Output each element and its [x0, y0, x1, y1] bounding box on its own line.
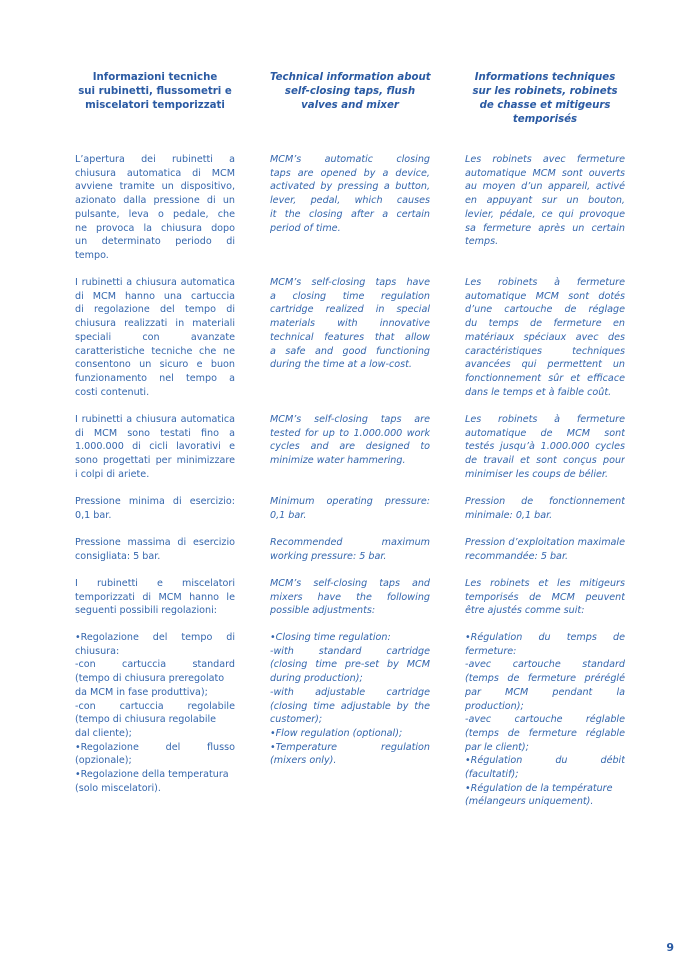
text-line: I rubinetti a chiusura automatica	[75, 277, 235, 288]
title-line: miscelatori temporizzati	[85, 100, 225, 111]
text-line: Pressione minima di esercizio:	[75, 496, 235, 507]
text-line: di MCM hanno una cartuccia	[75, 290, 235, 302]
en-paragraph-testing	[270, 413, 430, 468]
text-line: -avec cartouche réglable	[465, 714, 625, 726]
text-line: (solo miscelatori).	[75, 782, 161, 794]
text-line: chiusura automatica di MCM	[75, 167, 235, 179]
text-line: •Regolazione del tempo di	[75, 632, 235, 643]
text-line: temps.	[465, 236, 499, 248]
text-line: Les robinets avec fermeture	[465, 154, 625, 165]
text-line: matériaux spéciaux avec des	[465, 331, 625, 343]
text-line: customer);	[270, 714, 323, 726]
en-adjustments-list	[270, 631, 430, 768]
text-line: minimiser les coups de bélier.	[465, 468, 609, 480]
fr-paragraph-min-pressure	[465, 495, 625, 522]
text-line: taps are opened by a device,	[270, 167, 430, 179]
title-line: Informazioni tecniche	[92, 72, 218, 83]
text-line: fermeture:	[465, 645, 517, 657]
title-line: sur les robinets, robinets	[472, 86, 618, 97]
en-paragraph-max-pressure	[270, 536, 430, 563]
text-line: avviene tramite un dispositivo,	[75, 181, 235, 193]
text-line: (temps de fermeture réglable	[465, 727, 625, 739]
text-line: technical features that allow	[270, 331, 430, 343]
fr-paragraph-adjustments	[465, 577, 625, 618]
english-column-title	[270, 71, 430, 113]
text-line: cartridge realized in special	[270, 304, 430, 316]
text-line: i colpi di ariete.	[75, 468, 150, 480]
text-line: during the time at a low-cost.	[270, 359, 412, 371]
text-line: •Regolazione della temperatura	[75, 769, 229, 781]
text-line: consigliata: 5 bar.	[75, 550, 161, 562]
text-line: working pressure: 5 bar.	[270, 550, 387, 562]
text-line: Minimum operating pressure:	[270, 496, 430, 507]
title-line: Technical information about	[270, 72, 431, 83]
text-line: Les robinets à fermeture	[465, 277, 625, 288]
text-line: en appuyant sur un bouton,	[465, 195, 625, 207]
text-line: -con cartuccia standard	[75, 659, 235, 671]
text-line: être ajustés comme suit:	[465, 605, 585, 617]
text-line: •Régulation du temps de	[465, 632, 625, 643]
text-line: minimize water hammering.	[270, 455, 406, 467]
text-line: sa fermeture après un certain	[465, 222, 625, 234]
text-line: (closing time pre-set by MCM	[270, 659, 430, 671]
fr-paragraph-testing	[465, 413, 625, 482]
text-line: tested for up to 1.000.000 work	[270, 427, 430, 439]
text-line: dal cliente);	[75, 727, 132, 739]
text-line: Les robinets à fermeture	[465, 414, 625, 425]
fr-adjustments-list	[465, 631, 625, 809]
text-line: Pression d’exploitation maximale	[465, 537, 625, 548]
it-paragraph-max-pressure	[75, 536, 235, 563]
text-line: (opzionale);	[75, 755, 132, 767]
text-line: pulsante, leva o pedale, che	[75, 208, 235, 220]
it-adjustments-list	[75, 631, 235, 795]
it-paragraph-opening	[75, 153, 235, 263]
text-line: •Régulation de la température	[465, 782, 613, 794]
text-line: a safe and good functioning	[270, 345, 430, 357]
text-line: •Flow regulation (optional);	[270, 727, 403, 739]
page-number: 9	[666, 941, 674, 954]
text-line: -with standard cartridge	[270, 645, 430, 657]
text-line: (closing time adjustable by the	[270, 700, 430, 712]
text-line: dans le temps et à faible coût.	[465, 386, 612, 398]
text-line: •Closing time regulation:	[270, 632, 391, 643]
text-line: cycles and are designed to	[270, 441, 430, 453]
text-line: mixers have the following	[270, 591, 430, 603]
text-line: period of time.	[270, 222, 341, 234]
text-line: di regolazione del tempo di	[75, 304, 235, 316]
text-line: -con cartuccia regolabile	[75, 700, 235, 712]
french-column-title	[465, 71, 625, 127]
text-line: caratteristiche tecniche che ne	[75, 345, 235, 357]
text-line: Les robinets et les mitigeurs	[465, 578, 625, 589]
text-line: caractéristiques techniques	[465, 345, 625, 357]
text-line: (temps de fermeture préréglé	[465, 673, 625, 685]
text-line: chiusura realizzati in materiali	[75, 318, 235, 330]
text-line: fonctionnement sûr et efficace	[465, 372, 625, 384]
text-line: Recommended maximum	[270, 537, 430, 548]
fr-paragraph-opening	[465, 153, 625, 249]
text-line: (mixers only).	[270, 755, 337, 767]
text-line: testés jusqu’à 1.000.000 cycles	[465, 441, 625, 453]
text-line: L’apertura dei rubinetti a	[75, 154, 235, 165]
text-line: d’une cartouche de réglage	[465, 304, 625, 316]
fr-paragraph-cartridge	[465, 276, 625, 399]
text-line: da MCM in fase produttiva);	[75, 686, 208, 698]
text-line: avancées qui permettent un	[465, 359, 625, 371]
text-line: •Regolazione del flusso	[75, 741, 235, 753]
it-paragraph-cartridge	[75, 276, 235, 399]
text-line: (mélangeurs uniquement).	[465, 796, 594, 808]
title-line: self-closing taps, flush	[284, 86, 416, 97]
text-line: par le client);	[465, 741, 529, 753]
text-line: levier, pédale, ce qui provoque	[465, 208, 625, 220]
fr-paragraph-max-pressure	[465, 536, 625, 563]
text-line: du temps de fermeture en	[465, 318, 625, 330]
text-line: -with adjustable cartridge	[270, 686, 430, 698]
title-line: valves and mixer	[301, 100, 399, 111]
text-line: speciali con avanzate	[75, 331, 235, 343]
text-line: un determinato periodo di	[75, 236, 235, 248]
text-line: automatique MCM sont ouverts	[465, 167, 625, 179]
text-line: temporisés de MCM peuvent	[465, 591, 625, 603]
text-line: (facultatif);	[465, 769, 519, 781]
text-line: 0,1 bar.	[75, 509, 112, 521]
text-line: recommandée: 5 bar.	[465, 550, 569, 562]
text-line: •Temperature regulation	[270, 741, 430, 753]
title-line: de chasse et mitigeurs	[479, 100, 611, 111]
en-paragraph-min-pressure	[270, 495, 430, 522]
text-line: it the closing after a certain	[270, 208, 430, 220]
text-line: I rubinetti e miscelatori	[75, 578, 235, 589]
it-paragraph-min-pressure	[75, 495, 235, 522]
text-line: materials with innovative	[270, 318, 430, 330]
text-line: (tempo di chiusura preregolato	[75, 673, 225, 685]
it-paragraph-adjustments	[75, 577, 235, 618]
text-line: de travail et sont conçus pour	[465, 455, 625, 467]
text-line: MCM’s self-closing taps and	[270, 578, 430, 589]
text-line: 0,1 bar.	[270, 509, 307, 521]
text-line: activated by pressing a button,	[270, 181, 430, 193]
text-line: a closing time regulation	[270, 290, 430, 302]
title-line: temporisés	[512, 114, 578, 125]
text-line: chiusura:	[75, 645, 120, 657]
text-line: tempo.	[75, 249, 109, 261]
text-line: Pressione massima di esercizio	[75, 537, 235, 548]
it-paragraph-testing	[75, 413, 235, 482]
text-line: Pression de fonctionnement	[465, 496, 625, 507]
text-line: seguenti possibili regolazioni:	[75, 605, 217, 617]
text-line: au moyen d’un appareil, activé	[465, 181, 625, 193]
text-line: •Régulation du débit	[465, 755, 625, 767]
text-line: ne provoca la chiusura dopo	[75, 222, 235, 234]
text-line: possible adjustments:	[270, 605, 376, 617]
text-line: MCM’s self-closing taps are	[270, 414, 430, 425]
text-line: MCM’s self-closing taps have	[270, 277, 430, 288]
text-line: di MCM sono testati fino a	[75, 427, 235, 439]
text-line: par MCM pendant la	[465, 686, 625, 698]
en-paragraph-adjustments	[270, 577, 430, 618]
italian-column-title	[75, 71, 235, 113]
text-line: consentono un sicuro e buon	[75, 359, 235, 371]
en-paragraph-cartridge	[270, 276, 430, 372]
en-paragraph-opening	[270, 153, 430, 235]
text-line: -avec cartouche standard	[465, 659, 625, 671]
text-line: 1.000.000 di cicli lavorativi e	[75, 441, 235, 453]
text-line: I rubinetti a chiusura automatica	[75, 414, 235, 425]
text-line: temporizzati di MCM hanno le	[75, 591, 235, 603]
text-line: minimale: 0,1 bar.	[465, 509, 553, 521]
title-line: sui rubinetti, flussometri e	[78, 86, 232, 97]
text-line: funzionamento nel tempo a	[75, 372, 235, 384]
text-line: sono progettati per minimizzare	[75, 455, 235, 467]
text-line: automatique de MCM sont	[465, 427, 625, 439]
text-line: lever, pedal, which causes	[270, 195, 430, 207]
text-line: automatique MCM sont dotés	[465, 290, 625, 302]
text-line: during production);	[270, 673, 363, 685]
text-line: (tempo di chiusura regolabile	[75, 714, 217, 726]
text-line: azionato dalla pressione di un	[75, 195, 235, 207]
text-line: MCM’s automatic closing	[270, 154, 430, 165]
text-line: costi contenuti.	[75, 386, 150, 398]
text-line: production);	[465, 700, 524, 712]
title-line: Informations techniques	[474, 72, 616, 83]
